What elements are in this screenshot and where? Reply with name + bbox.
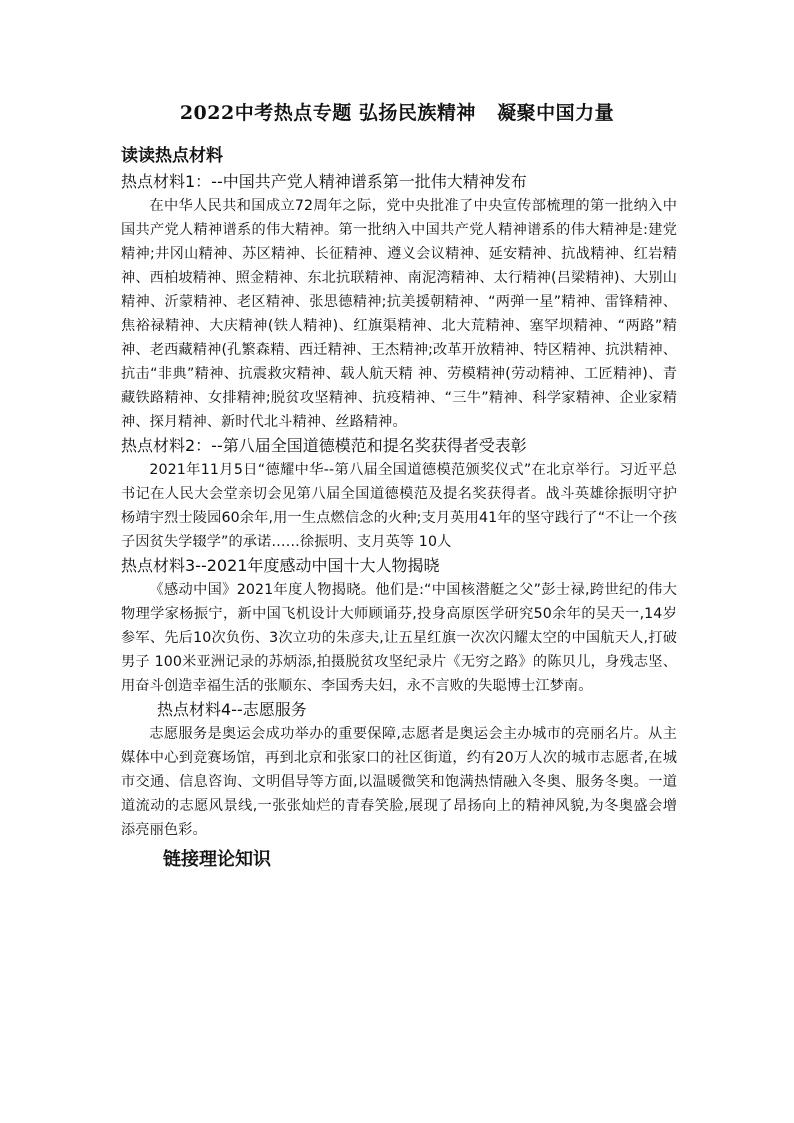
section-heading-read: 读读热点材料 [121,146,223,166]
material-1-heading: 热点材料1：--中国共产党人精神谱系第一批伟大精神发布 [121,172,527,191]
material-2-text: 2021年11月5日“德耀中华--第八届全国道德模范颁奖仪式”在北京举行。习近平总书记在人民大会堂亲切会见第八届全国道德模范及提名奖获得者。战斗英雄徐振明守护杨靖宇烈士陵园60余年,用一生点燃信念的火种;支月英用41年的坚守践行了“不让一个孩子因贫失学辍学”的承诺……徐振明、支月英等 10人 [121,462,677,550]
section-heading-link: 链接理论知识 [163,849,271,870]
material-3-text: 《感动中国》2021年度人物揭晓。他们是:“中国核潜艇之父”彭士禄,跨世纪的伟大物理学家杨振宁，新中国飞机设计大师顾诵芬,投身高原医学研究50余年的吴天一,14岁参军、先后10次负伤、3次立功的朱彦夫,让五星红旗一次次闪耀太空的中国航天人,打破男子 100米亚洲记录的苏炳添,拍摄脱贫攻坚纪录片《无穷之路》的陈贝儿，身残志坚、用奋斗创造幸福生活的张顺东、李国秀夫妇，永不言败的失聪博士江梦南。 [121,582,677,694]
page-title: 2022中考热点专题 弘扬民族精神 凝聚中国力量 [179,102,615,124]
material-1-text: 在中华人民共和国成立72周年之际，党中央批准了中央宣传部梳理的第一批纳入中国共产党人精神谱系的伟大精神。第一批纳入中国共产党人精神谱系的伟大精神是:建党精神;井冈山精神、苏区精神、长征精神、遵义会议精神、延安精神、抗战精神、红岩精神、西柏坡精神、照金精神、东北抗联精神、南泥湾精神、太行精神(吕梁精神)、大别山精神、沂蒙精神、老区精神、张思德精神;抗美援朝精神、“两弹一星”精神、雷锋精神、焦裕禄精神、大庆精神(铁人精神)、红旗渠精神、北大荒精神、塞罕坝精神、“两路”精神、老西藏精神(孔繁森精、西迁精神、王杰精神;改革开放精神、特区精神、抗洪精神、抗击“非典”精神、抗震救灾精神、载人航天精 神、劳模精神(劳动精神、工匠精神)、青藏铁路精神、女排精神;脱贫攻坚精神、抗疫精神、“三牛”精神、科学家精神、企业家精神、探月精神、新时代北斗精神、丝路精神。 [121,198,677,430]
material-2-heading: 热点材料2：--第八届全国道德模范和提名奖获得者受表彰 [121,436,527,455]
material-3-heading: 热点材料3--2021年度感动中国十大人物揭晓 [121,556,440,575]
document-body [121,142,677,874]
material-4-text: 志愿服务是奥运会成功举办的重要保障,志愿者是奥运会主办城市的亮丽名片。从主媒体中心到竞赛场馆，再到北京和张家口的社区街道，约有20万人次的城市志愿者,在城市交通、信息咨询、文明倡导等方面,以温暖微笑和饱满热情融入冬奥、服务冬奥。一道道流动的志愿风景线,一张张灿烂的青春笑脸,展现了昂扬向上的精神风貌,为冬奥盛会增添亮丽色彩。 [121,726,677,838]
material-4-heading: 热点材料4--志愿服务 [157,700,307,719]
